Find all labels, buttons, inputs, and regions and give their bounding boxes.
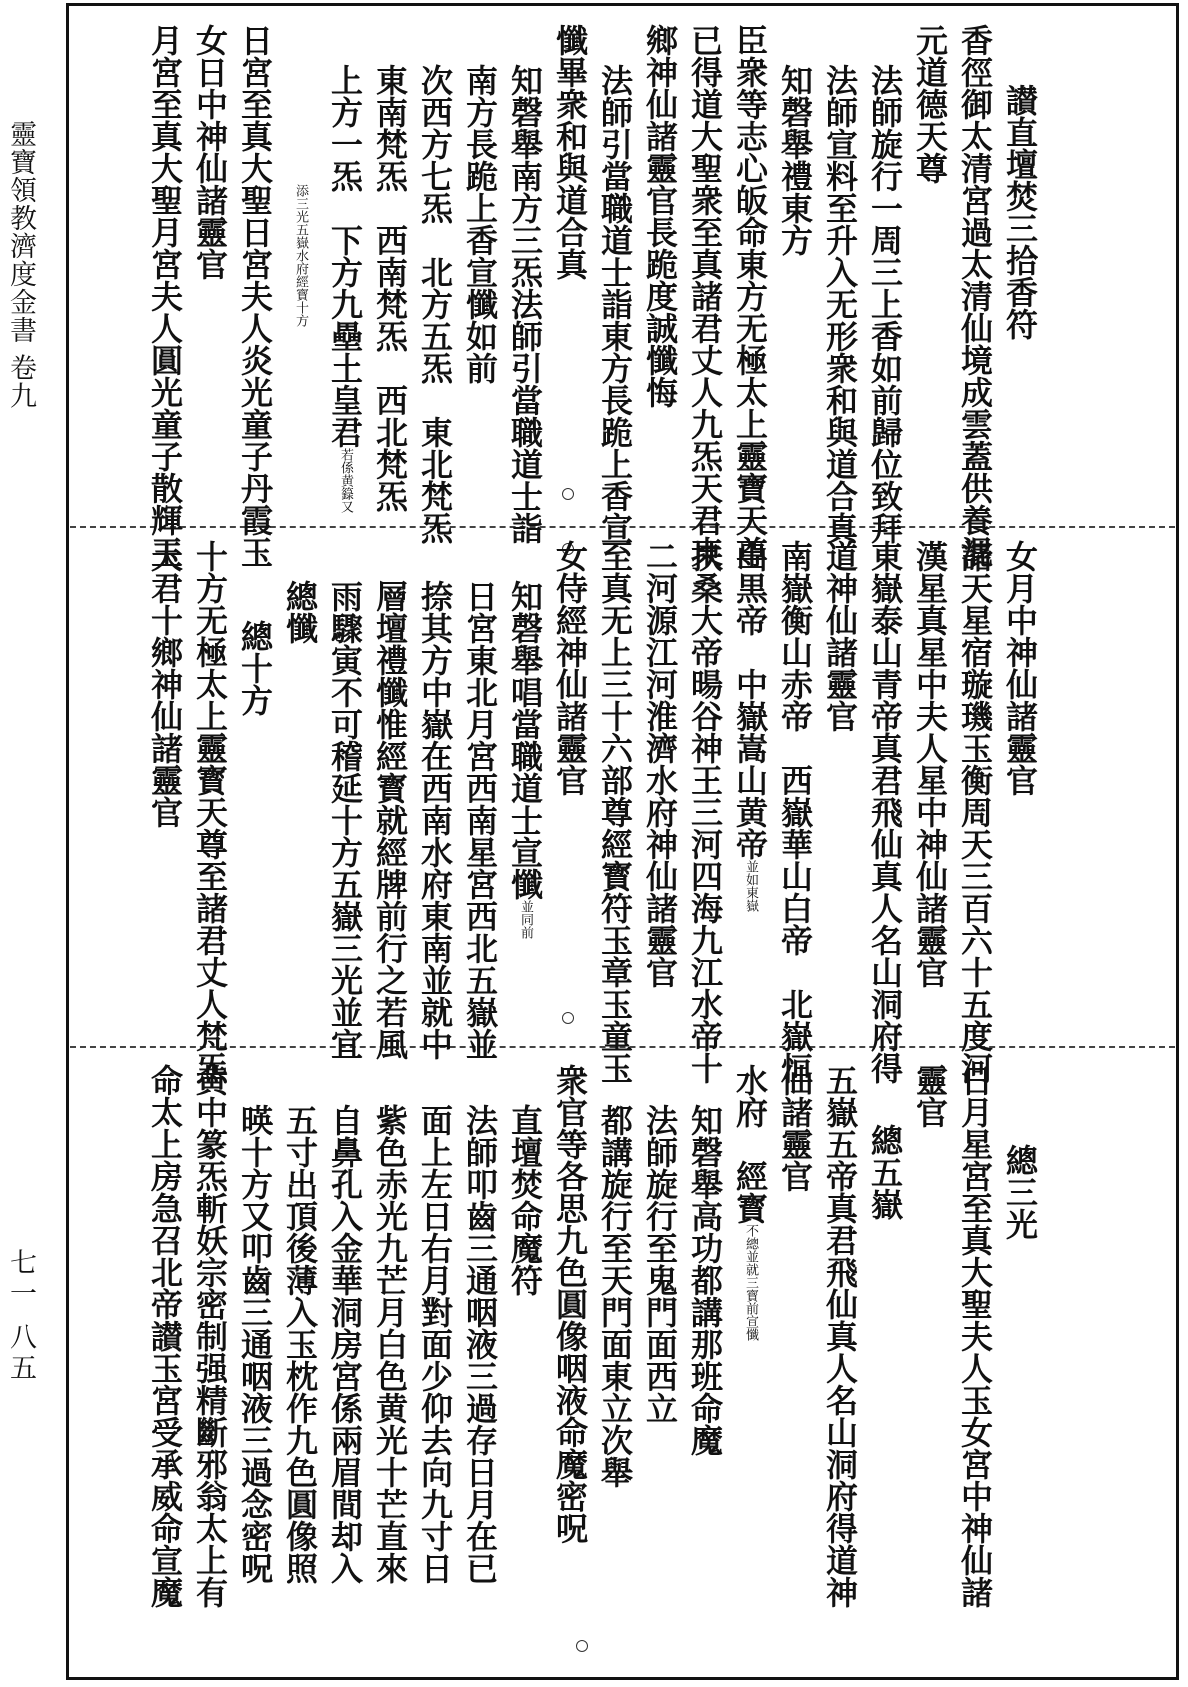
text-column xyxy=(280,580,320,644)
text-column xyxy=(1000,84,1040,340)
text-column xyxy=(325,580,365,1060)
annotation-note: 添三光五嶽水府經寳十方 xyxy=(293,184,308,327)
text-column xyxy=(415,64,455,544)
column-text: 法師引當職道士詣東方長跪上香宣 xyxy=(596,64,634,544)
column-text: 五寸出頂後薄入玉枕作九色圓像照 xyxy=(281,1104,319,1584)
text-column xyxy=(955,1064,995,1608)
column-text: 女侍經神仙諸靈官 xyxy=(551,540,589,796)
text-column xyxy=(775,540,815,1084)
column-text: 香徑御太清宮過太清仙境成雲蓋供養混 xyxy=(956,24,994,568)
text-column xyxy=(775,64,815,256)
column-text: 黄中篆炁斬妖宗密制强精斷邪翁太上有 xyxy=(191,1064,229,1608)
column-text: 衆官等各思九色圓像咽液命魔密呪 xyxy=(551,1064,589,1544)
text-column xyxy=(235,1104,275,1584)
column-text: 五嶽五帝真君飛仙真人名山洞府得道神 xyxy=(821,1064,859,1608)
text-column xyxy=(910,1064,950,1128)
text-column xyxy=(235,620,275,716)
text-column xyxy=(550,1064,590,1544)
text-column xyxy=(190,1064,230,1608)
text-column xyxy=(1000,540,1040,796)
text-column xyxy=(415,1104,455,1584)
column-text: 女日中神仙諸靈官 xyxy=(191,24,229,280)
text-column xyxy=(730,540,770,912)
text-column xyxy=(370,1104,410,1584)
text-column xyxy=(685,24,725,568)
text-column xyxy=(640,24,680,408)
column-text: 總五嶽 xyxy=(866,1124,904,1220)
column-text: 知磬舉高功都講那班命魔 xyxy=(686,1104,724,1456)
text-column xyxy=(730,24,770,568)
column-text: 法師旋行至鬼門面西立 xyxy=(641,1104,679,1424)
text-column xyxy=(955,24,995,568)
column-text: 至真无上三十六部尊經寳符玉章玉童玉 xyxy=(596,540,634,1084)
column-text: 法師旋行一周三上香如前歸位致拜 xyxy=(866,64,904,544)
column-text: 紫色赤光九芒月白色黄光十芒直來 xyxy=(371,1104,409,1584)
column-text: 捺其方中嶽在西南水府東南並就中 xyxy=(416,580,454,1060)
text-column xyxy=(190,540,230,1084)
annotation-note: 並同前 xyxy=(518,900,533,939)
text-column xyxy=(595,540,635,1084)
text-column xyxy=(460,64,500,384)
text-column xyxy=(370,580,410,1060)
circle-mark xyxy=(562,1012,574,1024)
column-text: 知磬舉禮東方 xyxy=(776,64,814,256)
text-column xyxy=(550,540,590,796)
column-text: 雨驟寅不可稽延十方五嶽三光並宜 xyxy=(326,580,364,1060)
column-text: 自鼻孔入金華洞房宮係兩眉間却入 xyxy=(326,1104,364,1584)
text-column xyxy=(280,184,320,327)
text-column xyxy=(460,1104,500,1584)
text-column xyxy=(865,540,905,1084)
column-text: 水府 經寳 xyxy=(731,1064,769,1224)
text-column xyxy=(370,64,410,512)
column-text: 面上左日右月對面少仰去向九寸日 xyxy=(416,1104,454,1584)
text-column xyxy=(910,24,950,184)
column-text: 讃直壇焚三拾香符 xyxy=(1001,84,1039,340)
column-text: 次西方七炁 北方五炁 東北梵炁 xyxy=(416,64,454,544)
column-text: 日宮至真大聖日宮夫人炎光童子丹霞玉 xyxy=(236,24,274,568)
column-text: 臣衆等志心皈命東方无極太上靈寶天尊 xyxy=(731,24,769,568)
text-column xyxy=(415,580,455,1060)
column-text: 東嶽泰山青帝真君飛仙真人名山洞府得 xyxy=(866,540,904,1084)
column-text: 總懺 xyxy=(281,580,319,644)
column-text: 南嶽衡山赤帝 西嶽華山白帝 北嶽恒 xyxy=(776,540,814,1084)
text-column xyxy=(235,24,275,568)
text-column xyxy=(595,64,635,544)
annotation-note: 若係黄籙又 xyxy=(338,448,353,513)
column-text: 女月中神仙諸靈官 xyxy=(1001,540,1039,796)
circle-mark xyxy=(562,488,574,500)
text-column xyxy=(865,1124,905,1220)
column-text: 仙諸靈官 xyxy=(776,1064,814,1192)
column-text: 諸天星宿璇璣玉衡周天三百六十五度河 xyxy=(956,540,994,1084)
text-column xyxy=(505,580,545,939)
column-text: 東南梵炁 西南梵炁 西北梵炁 xyxy=(371,64,409,512)
text-column xyxy=(460,580,500,1060)
text-column xyxy=(820,1064,860,1608)
text-column xyxy=(685,540,725,1084)
text-column xyxy=(820,540,860,732)
column-text: 暎十方又叩齒三通咽液三過念密呪 xyxy=(236,1104,274,1584)
column-text: 天君十鄉神仙諸靈官 xyxy=(146,540,184,828)
column-text: 知磬舉南方三炁法師引當職道士詣 xyxy=(506,64,544,544)
column-text: 知磬舉唱當職道士宣懺 xyxy=(506,580,544,900)
annotation-note: 不總並就三寳前宣懺 xyxy=(743,1224,758,1341)
margin-title: 靈寶領教濟度金書 卷九 xyxy=(5,120,36,410)
column-text: 扶桑大帝暘谷神王三河四海九江水帝十 xyxy=(686,540,724,1084)
margin-page-number: 七一 八五 xyxy=(5,1248,36,1385)
text-column xyxy=(775,1064,815,1192)
column-text: 日宮東北月宮西南星宮西北五嶽並 xyxy=(461,580,499,1060)
column-text: 二河源江河淮濟水府神仙諸靈官 xyxy=(641,540,679,988)
text-column xyxy=(505,64,545,544)
column-text: 法師宣料至升入无形衆和與道合真 xyxy=(821,64,859,544)
column-text: 漢星真星中夫人星中神仙諸靈官 xyxy=(911,540,949,988)
text-column xyxy=(325,64,365,513)
text-column xyxy=(685,1104,725,1456)
column-text: 道神仙諸靈官 xyxy=(821,540,859,732)
column-text: 總十方 xyxy=(236,620,274,716)
text-column xyxy=(730,1064,770,1341)
text-column xyxy=(550,24,590,280)
column-text: 十方无極太上靈寳天尊至諸君丈人梵炁 xyxy=(191,540,229,1084)
column-text: 鄉神仙諸靈官長跪度誠懺悔 xyxy=(641,24,679,408)
text-column xyxy=(325,1104,365,1584)
text-column xyxy=(820,64,860,544)
column-text: 都講旋行至天門面東立次舉 xyxy=(596,1104,634,1488)
text-column xyxy=(640,1104,680,1424)
column-text: 已得道大聖衆至真諸君丈人九炁天君東 xyxy=(686,24,724,568)
column-text: 層壇禮懺惟經寳就經牌前行之若風 xyxy=(371,580,409,1060)
text-column xyxy=(595,1104,635,1488)
text-column xyxy=(865,64,905,544)
column-text: 直壇焚命魔符 xyxy=(506,1104,544,1296)
text-column xyxy=(145,540,185,828)
annotation-note: 並如東嶽 xyxy=(743,860,758,912)
text-column xyxy=(190,24,230,280)
column-text: 命太上房急召北帝讃玉宮受承威命宣魔 xyxy=(146,1064,184,1608)
column-text: 日月星宮至真大聖夫人玉女宮中神仙諸 xyxy=(956,1064,994,1608)
text-column xyxy=(640,540,680,988)
column-text: 法師叩齒三通咽液三過存日月在已 xyxy=(461,1104,499,1584)
text-column xyxy=(1000,1144,1040,1240)
circle-mark xyxy=(576,1640,588,1652)
text-column xyxy=(145,24,185,568)
text-column xyxy=(955,540,995,1084)
text-column xyxy=(145,1064,185,1608)
column-text: 懺畢衆和與道合真 xyxy=(551,24,589,280)
text-column xyxy=(910,540,950,988)
column-text: 元道德天尊 xyxy=(911,24,949,184)
text-column xyxy=(280,1104,320,1584)
text-column xyxy=(505,1104,545,1296)
column-text: 月宮至真大聖月宮夫人圓光童子散輝玉 xyxy=(146,24,184,568)
column-text: 山黒帝 中嶽嵩山黄帝 xyxy=(731,540,769,860)
column-text: 總三光 xyxy=(1001,1144,1039,1240)
column-text: 上方一炁 下方九壘土皇君 xyxy=(326,64,364,448)
column-text: 靈官 xyxy=(911,1064,949,1128)
column-text: 南方長跪上香宣懺如前 xyxy=(461,64,499,384)
